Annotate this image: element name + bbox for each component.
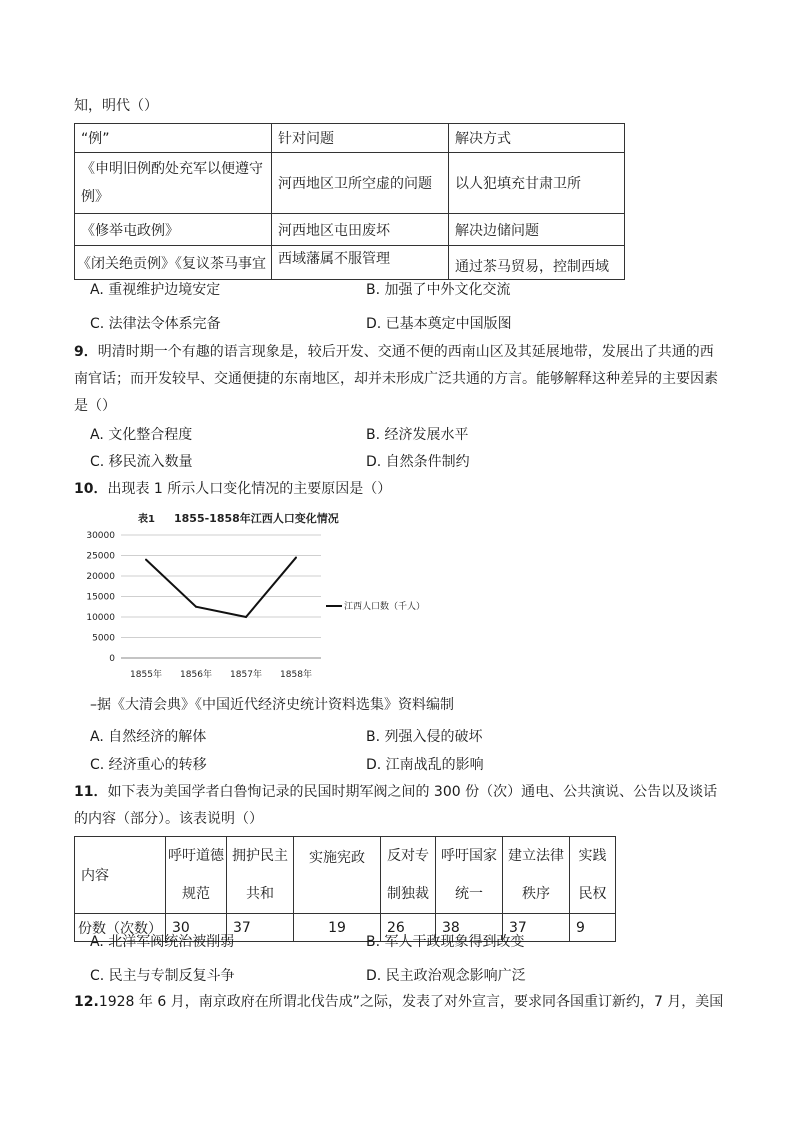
q9-line-1 xyxy=(74,342,714,362)
q11-header-3: 实施宪政 xyxy=(294,837,381,914)
chart-title: 1855-1858年江西人口变化情况 xyxy=(174,512,339,525)
q11-number: 11． xyxy=(74,784,108,800)
x-tick-label: 1856年 xyxy=(180,670,212,680)
y-tick-label: 25000 xyxy=(86,551,115,562)
q8-cell-2-3: 解决边储问题 xyxy=(449,214,625,246)
x-tick-label: 1857年 xyxy=(230,670,262,680)
q10-option-b: B. 列强入侵的破坏 xyxy=(366,729,483,745)
q11-count-6: 37 xyxy=(503,914,570,942)
q9-option-b: B. 经济发展水平 xyxy=(366,427,469,443)
q11-header-6: 建立法律 秩序 xyxy=(503,837,570,914)
q8-cell-1-2: 河西地区卫所空虚的问题 xyxy=(272,153,449,214)
q8-cell-2-1: 《修举屯政例》 xyxy=(75,214,272,246)
x-tick-label: 1858年 xyxy=(280,670,312,680)
q11-count-4: 26 xyxy=(381,914,436,942)
q9-option-a: A. 文化整合程度 xyxy=(90,427,193,443)
y-tick-label: 15000 xyxy=(86,592,115,603)
q8-header-2: 针对问题 xyxy=(272,124,449,153)
chart-gridlines xyxy=(121,535,321,658)
data-point xyxy=(145,559,147,561)
q8-cell-2-2: 河西地区屯田废坏 xyxy=(272,214,449,246)
q11-line-2: 的内容（部分）。该表说明（） xyxy=(74,811,263,827)
q8-cell-3-2: 西域藩属不服管理 xyxy=(272,246,449,280)
q10-stem xyxy=(74,479,391,499)
q10-option-a: A. 自然经济的解体 xyxy=(90,729,207,745)
q11-header-5: 呼吁国家 统一 xyxy=(436,837,503,914)
q8-cell-1-1: 《申明旧例酌处充军以便遵守例》 xyxy=(75,153,272,214)
chart-y-tick-labels xyxy=(86,531,115,664)
q8-option-c: C. 法律法令体系完备 xyxy=(90,316,221,332)
q9-text-1: 明清时期一个有趣的语言现象是，较后开发、交通不便的西南山区及其延展地带，发展出了共通的西 xyxy=(97,344,714,360)
q11-text-1: 如下表为美国学者白鲁恂记录的民国时期军阀之间的 300 份（次）通电、公共演说、公告以及谈话 xyxy=(107,784,718,800)
y-tick-label: 20000 xyxy=(86,572,115,582)
q8-cell-3-1: 《闭关绝贡例》《复议茶马事宜 xyxy=(75,246,272,280)
q11-line-1 xyxy=(74,782,717,802)
data-point xyxy=(195,606,197,608)
q11-header-1: 呼吁道德 规范 xyxy=(166,837,227,914)
chart-x-tick-labels xyxy=(130,668,312,680)
q9-option-c: C. 移民流入数量 xyxy=(90,454,193,470)
q11-option-c: C. 民主与专制反复斗争 xyxy=(90,968,235,984)
q9-number: 9． xyxy=(74,344,98,360)
q11-option-d: D. 民主政治观念影响广泛 xyxy=(366,968,526,984)
population-line-chart xyxy=(76,505,446,685)
x-tick-label: 1855年 xyxy=(130,670,162,680)
q10-option-c: C. 经济重心的转移 xyxy=(90,757,207,773)
q10-option-d: D. 江南战乱的影响 xyxy=(366,757,484,773)
q11-row-label-count: 份数（次数） xyxy=(75,914,166,942)
chart-data-points xyxy=(145,557,297,618)
q8-option-b: B. 加强了中外文化交流 xyxy=(366,282,511,298)
q10-text: 出现表 1 所示人口变化情况的主要原因是（） xyxy=(107,481,392,497)
q8-stem-tail: 知，明代（） xyxy=(74,98,158,114)
q10-source: –据《大清会典》《中国近代经济史统计资料选集》资料编制 xyxy=(90,697,454,713)
q8-option-d: D. 已基本奠定中国版图 xyxy=(366,316,512,332)
q11-row-label-content: 内容 xyxy=(75,837,166,914)
q8-header-1: “例” xyxy=(75,124,272,153)
q8-header-3: 解决方式 xyxy=(449,124,625,153)
q12-text: 1928 年 6 月，南京政府在所谓北伐告成”之际，发表了对外宣言，要求同各国重订新约，7 月，美国 xyxy=(98,994,724,1010)
q11-count-2: 37 xyxy=(227,914,294,942)
q11-option-b: B. 军人干政现象得到改变 xyxy=(366,934,525,950)
q11-header-7: 实践 民权 xyxy=(570,837,616,914)
q10-number: 10． xyxy=(74,481,108,497)
q11-table xyxy=(74,836,616,942)
q8-table xyxy=(74,123,625,280)
q8-cell-1-3: 以人犯填充甘肃卫所 xyxy=(449,153,625,214)
q8-cell-3-3: 通过茶马贸易，控制西域 xyxy=(449,246,625,280)
q12-number: 12. xyxy=(74,994,99,1010)
q11-count-3: 19 xyxy=(294,914,381,942)
y-tick-label: 0 xyxy=(109,654,115,664)
q9-option-d: D. 自然条件制约 xyxy=(366,454,470,470)
series-line-jiangxi xyxy=(146,558,296,617)
chart-table-label: 表1 xyxy=(138,514,155,525)
y-tick-label: 30000 xyxy=(86,531,115,541)
q11-count-1: 30 xyxy=(166,914,227,942)
data-point xyxy=(245,616,247,618)
q11-header-4: 反对专 制独裁 xyxy=(381,837,436,914)
q11-option-a: A. 北洋军阀统治被削弱 xyxy=(90,934,235,950)
data-point xyxy=(295,557,297,559)
q11-count-5: 38 xyxy=(436,914,503,942)
legend-label: 江西人口数（千人） xyxy=(344,602,426,612)
y-tick-label: 5000 xyxy=(92,633,115,644)
q9-line-2: 南官话；而开发较早、交通便捷的东南地区，却并未形成广泛共通的方言。能够解释这种差异的主要因素 xyxy=(74,371,718,387)
q9-line-3: 是（） xyxy=(74,398,116,414)
y-tick-label: 10000 xyxy=(86,613,115,623)
q8-option-a: A. 重视维护边境安定 xyxy=(90,282,221,298)
q11-header-2: 拥护民主 共和 xyxy=(227,837,294,914)
q12-stem xyxy=(74,992,723,1012)
q11-count-7: 9 xyxy=(570,914,616,942)
